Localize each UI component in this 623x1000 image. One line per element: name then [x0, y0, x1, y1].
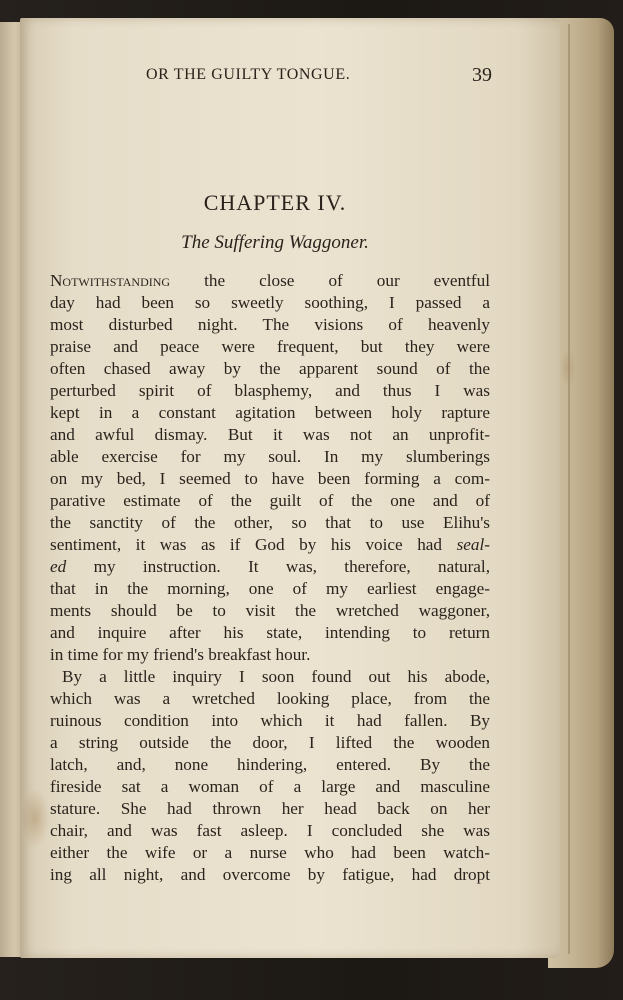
- text-line: day had been so sweetly soothing, I passed a: [50, 293, 490, 312]
- text-line: kept in a constant agitation between holy rapture: [50, 403, 490, 422]
- text-line: parative estimate of the guilt of the one and of: [50, 491, 490, 510]
- text-line: a string outside the door, I lifted the wooden: [50, 733, 490, 752]
- text-line: and awful dismay. But it was not an unprofit-: [50, 425, 490, 444]
- text-line: most disturbed night. The visions of heavenly: [50, 315, 490, 334]
- page-stain: [560, 348, 576, 388]
- text-line: fireside sat a woman of a large and masculine: [50, 777, 490, 796]
- text-line: often chased away by the apparent sound of the: [50, 359, 490, 378]
- text-line: on my bed, I seemed to have been forming a com-: [50, 469, 490, 488]
- text-line: ing all night, and overcome by fatigue, had dropt: [50, 865, 490, 884]
- text-line: either the wife or a nurse who had been watch-: [50, 843, 490, 862]
- page-header: [146, 64, 506, 94]
- text-line: and inquire after his state, intending to return: [50, 623, 490, 642]
- text-line: [50, 556, 490, 578]
- italic-word: ed: [50, 557, 67, 576]
- text-line: stature. She had thrown her head back on her: [50, 799, 490, 818]
- page-number: 39: [472, 64, 492, 86]
- body-text: [50, 270, 490, 886]
- text-line: ruinous condition into which it had fallen. By: [50, 711, 490, 730]
- italic-word: seal-: [456, 535, 490, 554]
- text-line: [50, 534, 490, 556]
- running-head: OR THE GUILTY TONGUE.: [146, 66, 351, 83]
- text-line: in time for my friend's breakfast hour.: [50, 645, 311, 664]
- text-line: [50, 270, 490, 292]
- text-line: By a little inquiry I soon found out his abode,: [62, 667, 490, 686]
- text-line: that in the morning, one of my earliest engage-: [50, 579, 490, 598]
- text-line: the sanctity of the other, so that to use Elihu's: [50, 513, 490, 532]
- drop-word: Notwithstanding: [50, 271, 171, 290]
- text-line: latch, and, none hindering, entered. By the: [50, 755, 490, 774]
- text-line-rest: the close of our eventful: [170, 271, 490, 290]
- text-line-rest: my instruction. It was, therefore, natural,: [66, 557, 490, 576]
- text-line: praise and peace were frequent, but they were: [50, 337, 490, 356]
- chapter-title: CHAPTER IV.: [203, 190, 347, 215]
- chapter-subtitle: The Suffering Waggoner.: [181, 232, 369, 253]
- text-line: which was a wretched looking place, from the: [50, 689, 490, 708]
- text-line-start: sentiment, it was as if God by his voice had: [50, 535, 457, 554]
- page-stain: [20, 788, 50, 848]
- text-line: perturbed spirit of blasphemy, and thus I was: [50, 381, 490, 400]
- text-line: ments should be to visit the wretched waggoner,: [50, 601, 490, 620]
- text-line: chair, and was fast asleep. I concluded she was: [50, 821, 490, 840]
- text-line: able exercise for my soul. In my slumberings: [50, 447, 490, 466]
